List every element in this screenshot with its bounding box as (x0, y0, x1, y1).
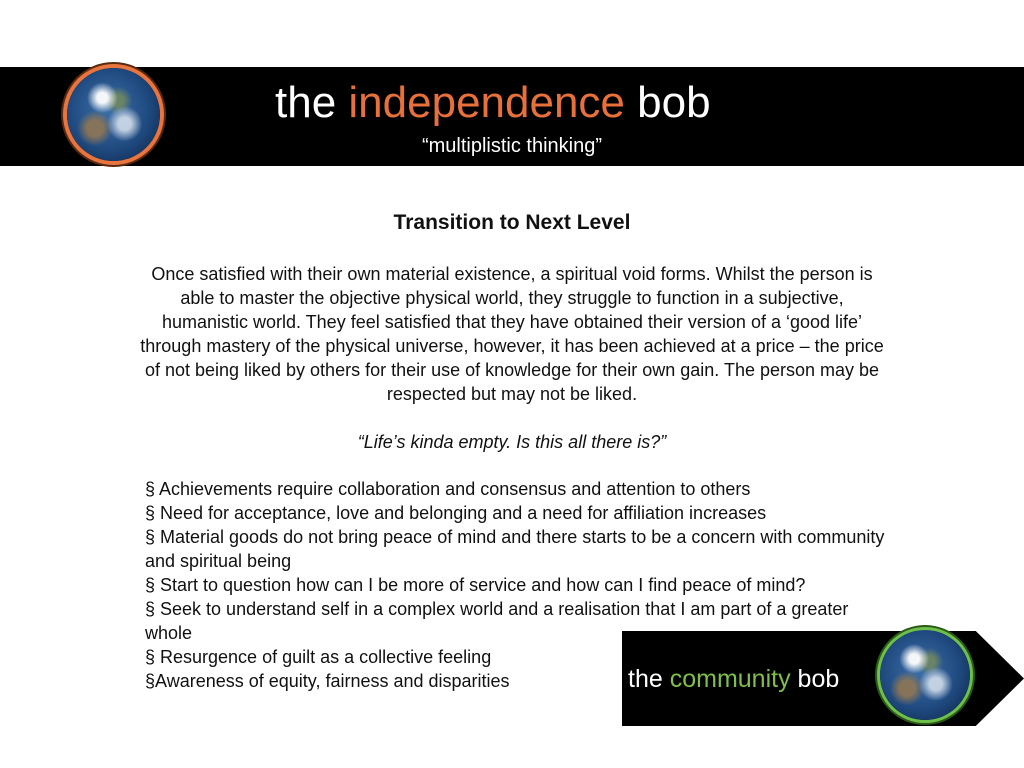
bullet-item: § Start to question how can I be more of service and how can I find peace of mind? (145, 575, 806, 595)
bullet-item: §Awareness of equity, fairness and disparities (145, 671, 510, 691)
earth-globe-icon (880, 630, 970, 720)
bullet-item: § Material goods do not bring peace of mind and there starts to be a concern with community and spiritual being (145, 527, 885, 571)
next-level-accent: community (669, 665, 791, 693)
bullet-item: § Resurgence of guilt as a collective feeling (145, 647, 492, 667)
page-title (275, 78, 775, 128)
description-paragraph: Once satisfied with their own material existence, a spiritual void forms. Whilst the person is able to master the objective physical world, they struggle to function in a subjective, humanistic world. They feel satisfied that they have obtained their version of a ‘good life’ through mastery of the physical universe, however, it has been achieved at a price – the price of not being liked by others for their use of knowledge for their own gain. The person may be respected but may not be liked. (140, 264, 884, 404)
page-subtitle: “multiplistic thinking” (421, 135, 603, 157)
next-level-label[interactable] (628, 664, 878, 694)
bullet-item: § Seek to understand self in a complex world and a realisation that I am part of a greater whole (145, 599, 849, 643)
bullet-item: § Need for acceptance, love and belonging and a need for affiliation increases (145, 503, 767, 523)
next-level-suffix: bob (797, 665, 840, 693)
title-suffix: bob (637, 78, 711, 127)
earth-globe-icon (67, 68, 160, 161)
quote-text: “Life’s kinda empty. Is this all there is?” (357, 432, 667, 452)
title-prefix: the (275, 78, 337, 127)
bullet-item: § Achievements require collaboration and consensus and attention to others (145, 479, 751, 499)
section-heading: Transition to Next Level (393, 211, 631, 234)
next-level-prefix: the (628, 665, 663, 693)
title-accent: independence (348, 78, 625, 127)
